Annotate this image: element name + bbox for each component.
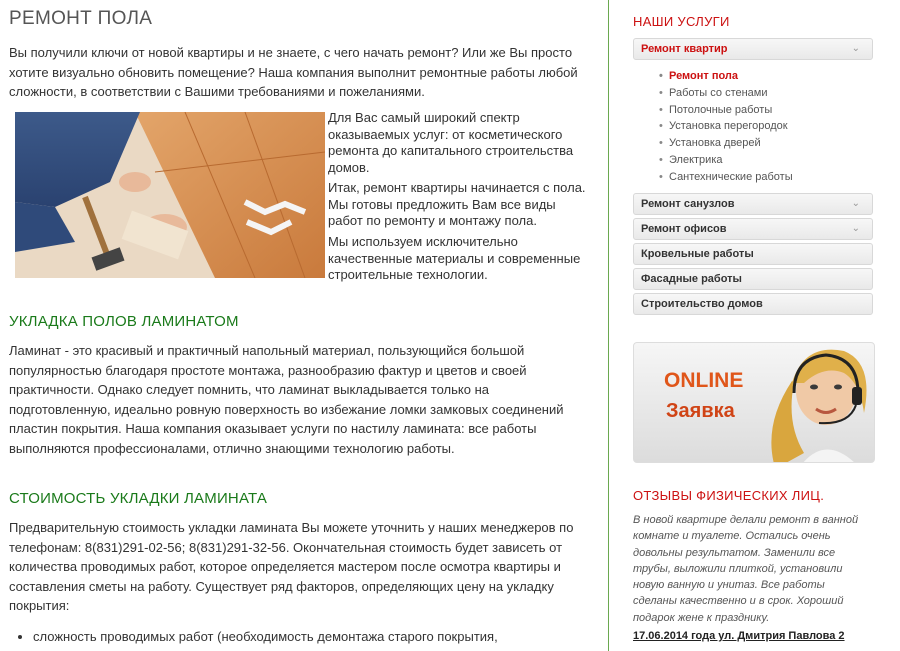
chevron-down-icon: ⌄	[851, 198, 860, 209]
menu-item-house-building[interactable]	[633, 293, 873, 315]
aside-text-1: Для Вас самый широкий спектр оказываемых услуг: от косметического ремонта до капитального строительства домов.	[328, 110, 574, 175]
submenu-label: Потолочные работы	[669, 103, 773, 116]
menu-item-facade[interactable]	[633, 268, 873, 290]
services-title: НАШИ УСЛУГИ	[633, 14, 730, 29]
bullet-icon: •	[659, 70, 663, 82]
submenu-label: Ремонт пола	[669, 70, 739, 82]
aside-text-2: Итак, ремонт квартиры начинается с пола. Мы готовы предложить Вам все виды работ по ремонту и монтажу пола.	[328, 180, 586, 228]
chevron-down-icon: ⌄	[851, 43, 860, 54]
banner-line-request: Заявка	[666, 400, 735, 422]
menu-item-bathroom-repair[interactable]	[633, 193, 873, 215]
section-laminate-title: УКЛАДКА ПОЛОВ ЛАМИНАТОМ	[9, 313, 239, 330]
menu-item-label: Фасадные работы	[641, 273, 742, 285]
floor-repair-photo	[15, 112, 325, 278]
section-price-text: Предварительную стоимость укладки ламината Вы можете уточнить у наших менеджеров по телефонам: 8(831)291-02-56; 8(831)291-32-56. Окончательная стоимость будет зависеть от количества проводимых работ, которое определяется мастером после осмотра квартиры и составления сметы на работу. Существует ряд факторов, определяющих цену на укладку покрытия:	[9, 520, 574, 613]
column-divider	[608, 0, 609, 651]
submenu-label: Работы со стенами	[669, 86, 768, 99]
bullet-icon: •	[659, 103, 663, 116]
review-link[interactable]: 17.06.2014 года ул. Дмитрия Павлова 2	[633, 630, 845, 642]
submenu-item-walls[interactable]	[655, 85, 793, 102]
submenu-label: Установка перегородок	[669, 120, 788, 133]
photo-illustration	[15, 112, 325, 278]
submenu-item-ceiling[interactable]	[655, 102, 793, 119]
submenu-item-partitions[interactable]	[655, 118, 793, 135]
page-title: РЕМОНТ ПОЛА	[9, 8, 153, 29]
menu-item-roofing[interactable]	[633, 243, 873, 265]
menu-item-label: Кровельные работы	[641, 248, 754, 260]
submenu-item-electrics[interactable]	[655, 152, 793, 169]
submenu-item-plumbing[interactable]	[655, 169, 793, 186]
list-item: • сложность проводимых работ (необходимость демонтажа старого покрытия,	[33, 627, 498, 646]
online-request-banner[interactable]	[633, 342, 875, 463]
menu-item-label: Ремонт квартир	[641, 43, 728, 55]
menu-item-label: Строительство домов	[641, 298, 763, 310]
bullet-icon: •	[659, 137, 663, 150]
bullet-icon: •	[659, 170, 663, 183]
banner-line-online: ONLINE	[664, 369, 744, 392]
intro-paragraph: Вы получили ключи от новой квартиры и не знаете, с чего начать ремонт? Или же Вы просто хотите визуально обновить помещение? Наша компания выполнит ремонтные работы любой сложности, в соответствии с Вашими требованиями и пожеланиями.	[9, 45, 578, 99]
operator-headset-icon	[764, 343, 874, 463]
submenu-item-floor-repair[interactable]	[655, 68, 793, 85]
bullet-icon: •	[659, 120, 663, 133]
menu-item-label: Ремонт офисов	[641, 223, 727, 235]
chevron-down-icon: ⌄	[851, 223, 860, 234]
section-price-title: СТОИМОСТЬ УКЛАДКИ ЛАМИНАТА	[9, 490, 268, 507]
sidebar	[633, 0, 875, 651]
price-factors-list	[15, 627, 498, 646]
submenu-label: Электрика	[669, 153, 723, 166]
submenu-label: Сантехнические работы	[669, 170, 793, 183]
menu-item-office-repair[interactable]	[633, 218, 873, 240]
reviews-title: ОТЗЫВЫ ФИЗИЧЕСКИХ ЛИЦ.	[633, 488, 825, 503]
menu-item-label: Ремонт санузлов	[641, 198, 735, 210]
apartment-submenu	[655, 68, 793, 186]
review-text: В новой квартире делали ремонт в ванной комнате и туалете. Остались очень довольны результатом. Заменили все трубы, выложили плиткой, установили новую ванную и унитаз. Все работы сделаны качественно и в срок. Хороший подарок жене к празднику.	[633, 514, 859, 624]
submenu-item-doors[interactable]	[655, 135, 793, 152]
bullet-icon: •	[659, 153, 663, 166]
submenu-label: Установка дверей	[669, 137, 761, 150]
aside-text-3: Мы используем исключительно качественные материалы и современные строительные технологии.	[328, 234, 581, 282]
bullet-icon: •	[659, 86, 663, 99]
menu-item-apartment-repair[interactable]	[633, 38, 873, 60]
section-laminate-text: Ламинат - это красивый и практичный напольный материал, пользующийся большой популярностью благодаря простоте монтажа, разнообразию фактур и цветов и своей практичности. Однако следует помнить, что ламинат выкладывается только на подготовленную, идеально ровную поверхность во избежание ломки замковых соединений пластин покрытия. Наша компания оказывает услуги по настилу ламината: все работы выполняются профессионалами, отлично знающими технологию работы.	[9, 343, 564, 456]
